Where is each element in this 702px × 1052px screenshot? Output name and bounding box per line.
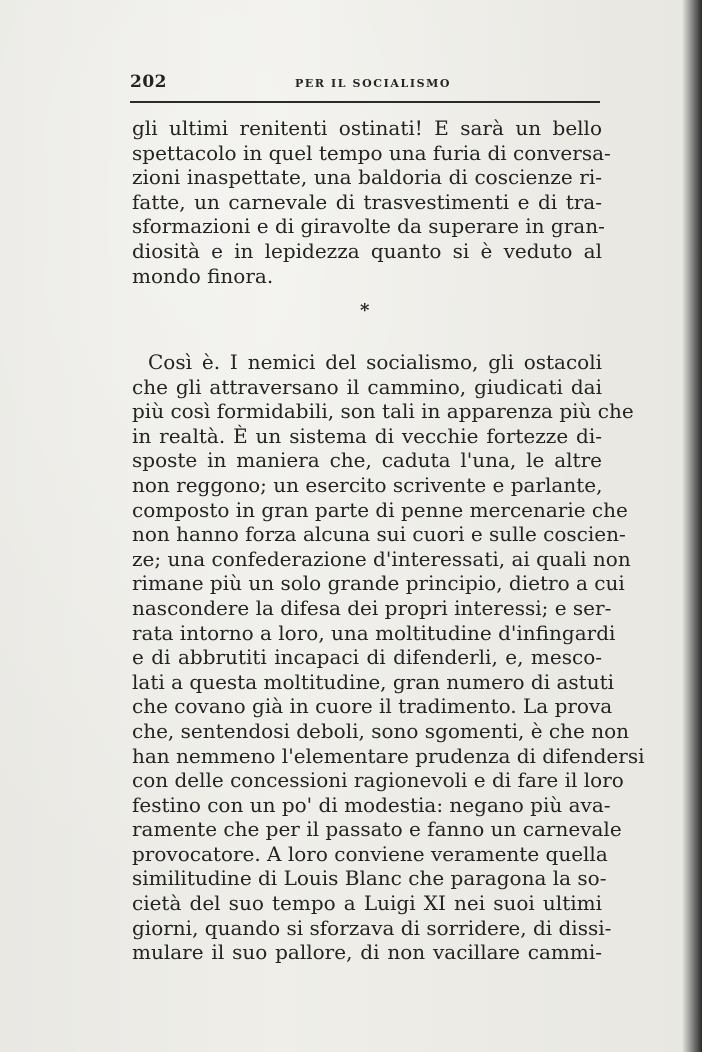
paragraph-1 <box>132 116 611 288</box>
text-line: cietà del suo tempo a Luigi XI nei suoi ultimi <box>132 891 602 916</box>
text-line: giorni, quando si sforzava di sorridere, di dissi- <box>132 915 612 940</box>
text-line: provocatore. A loro conviene veramente quella <box>132 841 608 866</box>
text-line: sformazioni e di giravolte da superare in gran- <box>132 214 605 239</box>
text-line: mulare il suo pallore, di non vacillare cammi- <box>132 940 602 965</box>
text-line: composto in gran parte di penne mercenarie che <box>132 497 628 522</box>
paragraph-2 <box>132 350 645 965</box>
text-line: non hanno forza alcuna sui cuori e sulle coscien- <box>132 522 626 547</box>
text-line: festino con un po' di modestia: negano più ava- <box>132 792 611 817</box>
text-line: rata intorno a loro, una moltitudine d'infingardi <box>132 620 616 645</box>
text-line: diosità e in lepidezza quanto si è veduto al <box>132 238 602 263</box>
text-line: ramente che per il passato e fanno un carnevale <box>132 817 622 842</box>
text-line: sposte in maniera che, caduta l'una, le altre <box>132 448 602 473</box>
text-line: che, sentendosi deboli, sono sgomenti, è che non <box>132 718 630 743</box>
text-line: con delle concessioni ragionevoli e di fare il loro <box>132 768 624 793</box>
section-separator: * <box>360 300 370 321</box>
text-line: che covano già in cuore il tradimento. La prova <box>132 694 613 719</box>
page-edge-shadow <box>682 0 702 1052</box>
text-line: Così è. I nemici del socialismo, gli ostacoli <box>148 350 602 374</box>
text-line: non reggono; un esercito scrivente e parlante, <box>132 472 603 497</box>
text-line: e di abbrutiti incapaci di difenderli, e, mesco- <box>132 645 602 670</box>
text-line: spettacolo in quel tempo una furia di conversa- <box>132 140 611 165</box>
text-line: rimane più un solo grande principio, dietro a cui <box>132 571 625 596</box>
text-line: mondo finora. <box>132 263 274 288</box>
header-rule <box>130 101 600 103</box>
text-line: nascondere la difesa dei propri interessi; e ser- <box>132 595 612 620</box>
text-line: ze; una confederazione d'interessati, ai quali non <box>132 546 631 571</box>
running-head: PER IL SOCIALISMO <box>295 77 452 90</box>
text-line: in realtà. È un sistema di vecchie fortezze di- <box>132 423 602 448</box>
text-line: lati a questa moltitudine, gran numero di astuti <box>132 669 615 694</box>
text-line: più così formidabili, son tali in apparenza più che <box>132 399 634 424</box>
page-header <box>130 72 600 96</box>
text-line: fatte, un carnevale di trasvestimenti e di tra- <box>132 189 602 214</box>
text-line: han nemmeno l'elementare prudenza di difendersi <box>132 743 645 768</box>
text-line: zioni inaspettate, una baldoria di coscienze ri- <box>132 165 602 190</box>
page-number: 202 <box>130 72 167 92</box>
text-line: gli ultimi renitenti ostinati! E sarà un bello <box>132 116 602 140</box>
text-line: che gli attraversano il cammino, giudicati dai <box>132 374 602 399</box>
text-line: similitudine di Louis Blanc che paragona la so- <box>132 866 607 891</box>
